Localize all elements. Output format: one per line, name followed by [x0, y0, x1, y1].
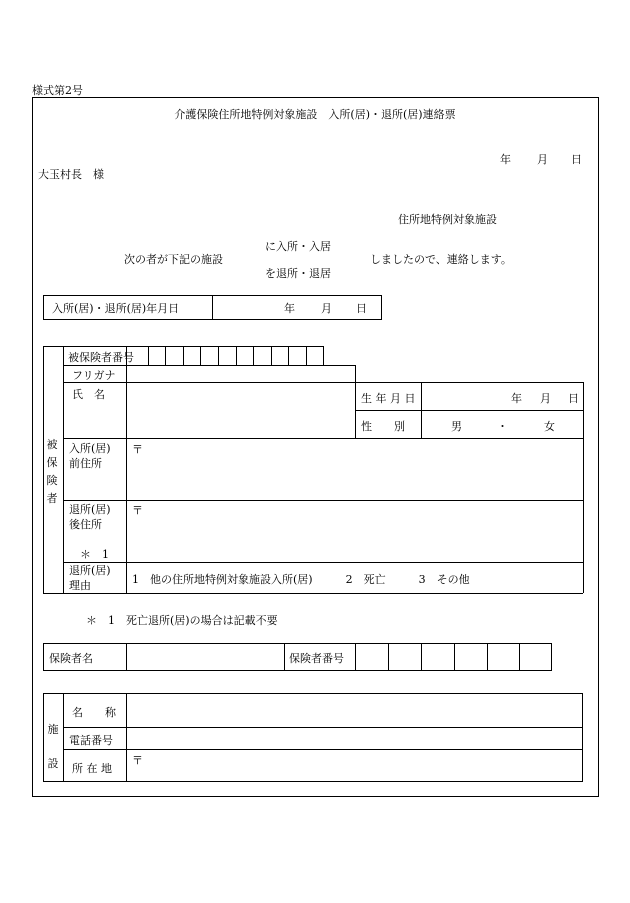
insurer-number-label: 保険者番号	[289, 652, 344, 665]
facility-postal-mark: 〒	[132, 754, 143, 767]
facility-heading: 住所地特例対象施設	[398, 213, 497, 226]
move-date-label: 入所(居)・退所(居)年月日	[52, 302, 180, 315]
birth-month: 月	[540, 392, 551, 405]
birth-year: 年	[511, 392, 522, 405]
facility-phone-input[interactable]	[127, 728, 582, 748]
birth-day: 日	[568, 392, 579, 405]
notice-prefix: 次の者が下記の施設	[124, 253, 223, 266]
facility-address-input[interactable]	[127, 750, 582, 781]
date-day: 日	[571, 153, 582, 166]
next-address-input[interactable]	[127, 501, 582, 561]
recipient: 大玉村長 様	[38, 168, 104, 181]
insured-number-input[interactable]	[149, 347, 323, 365]
move-date-month: 月	[321, 302, 332, 315]
insurer-name-input[interactable]	[127, 644, 283, 670]
insured-number-label: 被保険者番号	[68, 351, 134, 364]
notice-option-out[interactable]: を退所・退居	[265, 267, 331, 280]
reason-label: 退所(居) 理由	[69, 564, 111, 592]
form-number: 様式第2号	[32, 84, 83, 97]
facility-section-label: 施設	[47, 723, 59, 770]
date-month: 月	[537, 153, 548, 166]
furigana-input[interactable]	[127, 366, 354, 382]
name-label: 氏 名	[72, 388, 105, 401]
date-year: 年	[500, 153, 511, 166]
facility-name-label: 名 称	[72, 706, 116, 719]
facility-phone-label: 電話番号	[69, 734, 113, 747]
birth-date-input[interactable]	[422, 383, 582, 409]
facility-address-label: 所 在 地	[72, 762, 112, 775]
move-date-day: 日	[356, 302, 367, 315]
next-address-note: ＊ 1	[80, 548, 109, 561]
insurer-name-label: 保険者名	[49, 652, 93, 665]
form-title: 介護保険住所地特例対象施設 入所(居)・退所(居)連絡票	[174, 108, 456, 121]
name-input[interactable]	[127, 383, 354, 437]
sex-female[interactable]: 女	[544, 420, 555, 433]
notice-suffix: しましたので、連絡します。	[370, 253, 512, 266]
birth-label: 生 年 月 日	[361, 392, 416, 405]
insured-section-label: 被保険者	[46, 438, 58, 505]
prev-postal-mark: 〒	[132, 443, 143, 456]
next-postal-mark: 〒	[132, 504, 143, 517]
furigana-label: フリガナ	[72, 369, 116, 382]
notice-option-in[interactable]: に入所・入居	[265, 240, 331, 253]
facility-name-input[interactable]	[127, 694, 582, 726]
sex-label: 性 別	[361, 420, 405, 433]
prev-address-label: 入所(居) 前住所	[69, 442, 111, 470]
prev-address-input[interactable]	[127, 439, 582, 500]
footnote: ＊ 1 死亡退所(居)の場合は記載不要	[86, 614, 278, 627]
reason-options[interactable]: 1 他の住所地特例対象施設入所(居) 2 死亡 3 その他	[132, 573, 470, 586]
move-date-year: 年	[284, 302, 295, 315]
sex-separator: ・	[497, 420, 508, 433]
sex-male[interactable]: 男	[451, 420, 462, 433]
insurer-number-input[interactable]	[356, 644, 551, 670]
next-address-label: 退所(居) 後住所	[69, 503, 111, 531]
